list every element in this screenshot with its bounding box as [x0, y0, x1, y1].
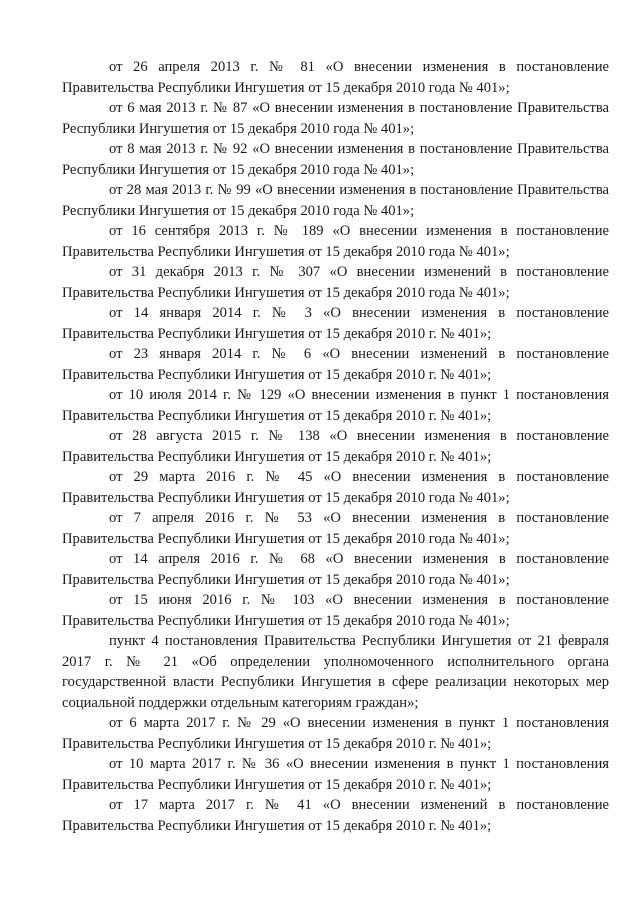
paragraph-resolution-2017-21: пункт 4 постановления Правительства Республики Ингушетия от 21 февраля 2017 г. № 21 «Об определении уполномоченного исполнительного органа государственной власти Республики Ингушетия в сфере реализации некоторых мер социальной поддержки отдельным категориям граждан»;	[62, 633, 609, 711]
paragraph-amendment-2017-36: от 10 марта 2017 г. № 36 «О внесении изменения в пункт 1 постановления Правительства Республики Ингушетия от 15 декабря 2010 г. № 401»;	[62, 756, 609, 793]
paragraph-amendment-2017-29: от 6 марта 2017 г. № 29 «О внесении изменения в пункт 1 постановления Правительства Республики Ингушетия от 15 декабря 2010 г. № 401»;	[62, 715, 609, 752]
paragraph-amendment-2016-103: от 15 июня 2016 г. № 103 «О внесении изменения в постановление Правительства Республики Ингушетия от 15 декабря 2010 года № 401»;	[62, 592, 609, 629]
document-body	[62, 57, 609, 836]
paragraph-amendment-2013-99: от 28 мая 2013 г. № 99 «О внесении изменения в постановление Правительства Республики Ингушетия от 15 декабря 2010 года № 401»;	[62, 182, 609, 219]
paragraph-amendment-2013-307: от 31 декабря 2013 г. № 307 «О внесении изменений в постановление Правительства Республики Ингушетия от 15 декабря 2010 года № 401»;	[62, 264, 609, 301]
paragraph-amendment-2013-189: от 16 сентября 2013 г. № 189 «О внесении изменения в постановление Правительства Республики Ингушетия от 15 декабря 2010 года № 401»;	[62, 223, 609, 260]
paragraph-amendment-2016-45: от 29 марта 2016 г. № 45 «О внесении изменения в постановление Правительства Республики Ингушетия от 15 декабря 2010 года № 401»;	[62, 469, 609, 506]
paragraph-amendment-2014-6: от 23 января 2014 г. № 6 «О внесении изменений в постановление Правительства Республики Ингушетия от 15 декабря 2010 г. № 401»;	[62, 346, 609, 383]
paragraph-amendment-2013-87: от 6 мая 2013 г. № 87 «О внесении изменения в постановление Правительства Республики Ингушетия от 15 декабря 2010 года № 401»;	[62, 100, 609, 137]
paragraph-amendment-2016-68: от 14 апреля 2016 г. № 68 «О внесении изменения в постановление Правительства Республики Ингушетия от 15 декабря 2010 года № 401»;	[62, 551, 609, 588]
paragraph-amendment-2014-129: от 10 июля 2014 г. № 129 «О внесении изменения в пункт 1 постановления Правительства Республики Ингушетия от 15 декабря 2010 г. № 401»;	[62, 387, 609, 424]
paragraph-amendment-2013-92: от 8 мая 2013 г. № 92 «О внесении изменения в постановление Правительства Республики Ингушетия от 15 декабря 2010 года № 401»;	[62, 141, 609, 178]
paragraph-amendment-2014-3: от 14 января 2014 г. № 3 «О внесении изменения в постановление Правительства Республики Ингушетия от 15 декабря 2010 г. № 401»;	[62, 305, 609, 342]
paragraph-amendment-2016-53: от 7 апреля 2016 г. № 53 «О внесении изменения в постановление Правительства Республики Ингушетия от 15 декабря 2010 года № 401»;	[62, 510, 609, 547]
paragraph-amendment-2017-41: от 17 марта 2017 г. № 41 «О внесении изменений в постановление Правительства Республики Ингушетия от 15 декабря 2010 г. № 401»;	[62, 797, 609, 834]
paragraph-amendment-2013-81: от 26 апреля 2013 г. № 81 «О внесении изменения в постановление Правительства Республики Ингушетия от 15 декабря 2010 года № 401»;	[62, 59, 609, 96]
paragraph-amendment-2015-138: от 28 августа 2015 г. № 138 «О внесении изменения в постановление Правительства Республики Ингушетия от 15 декабря 2010 г. № 401»;	[62, 428, 609, 465]
